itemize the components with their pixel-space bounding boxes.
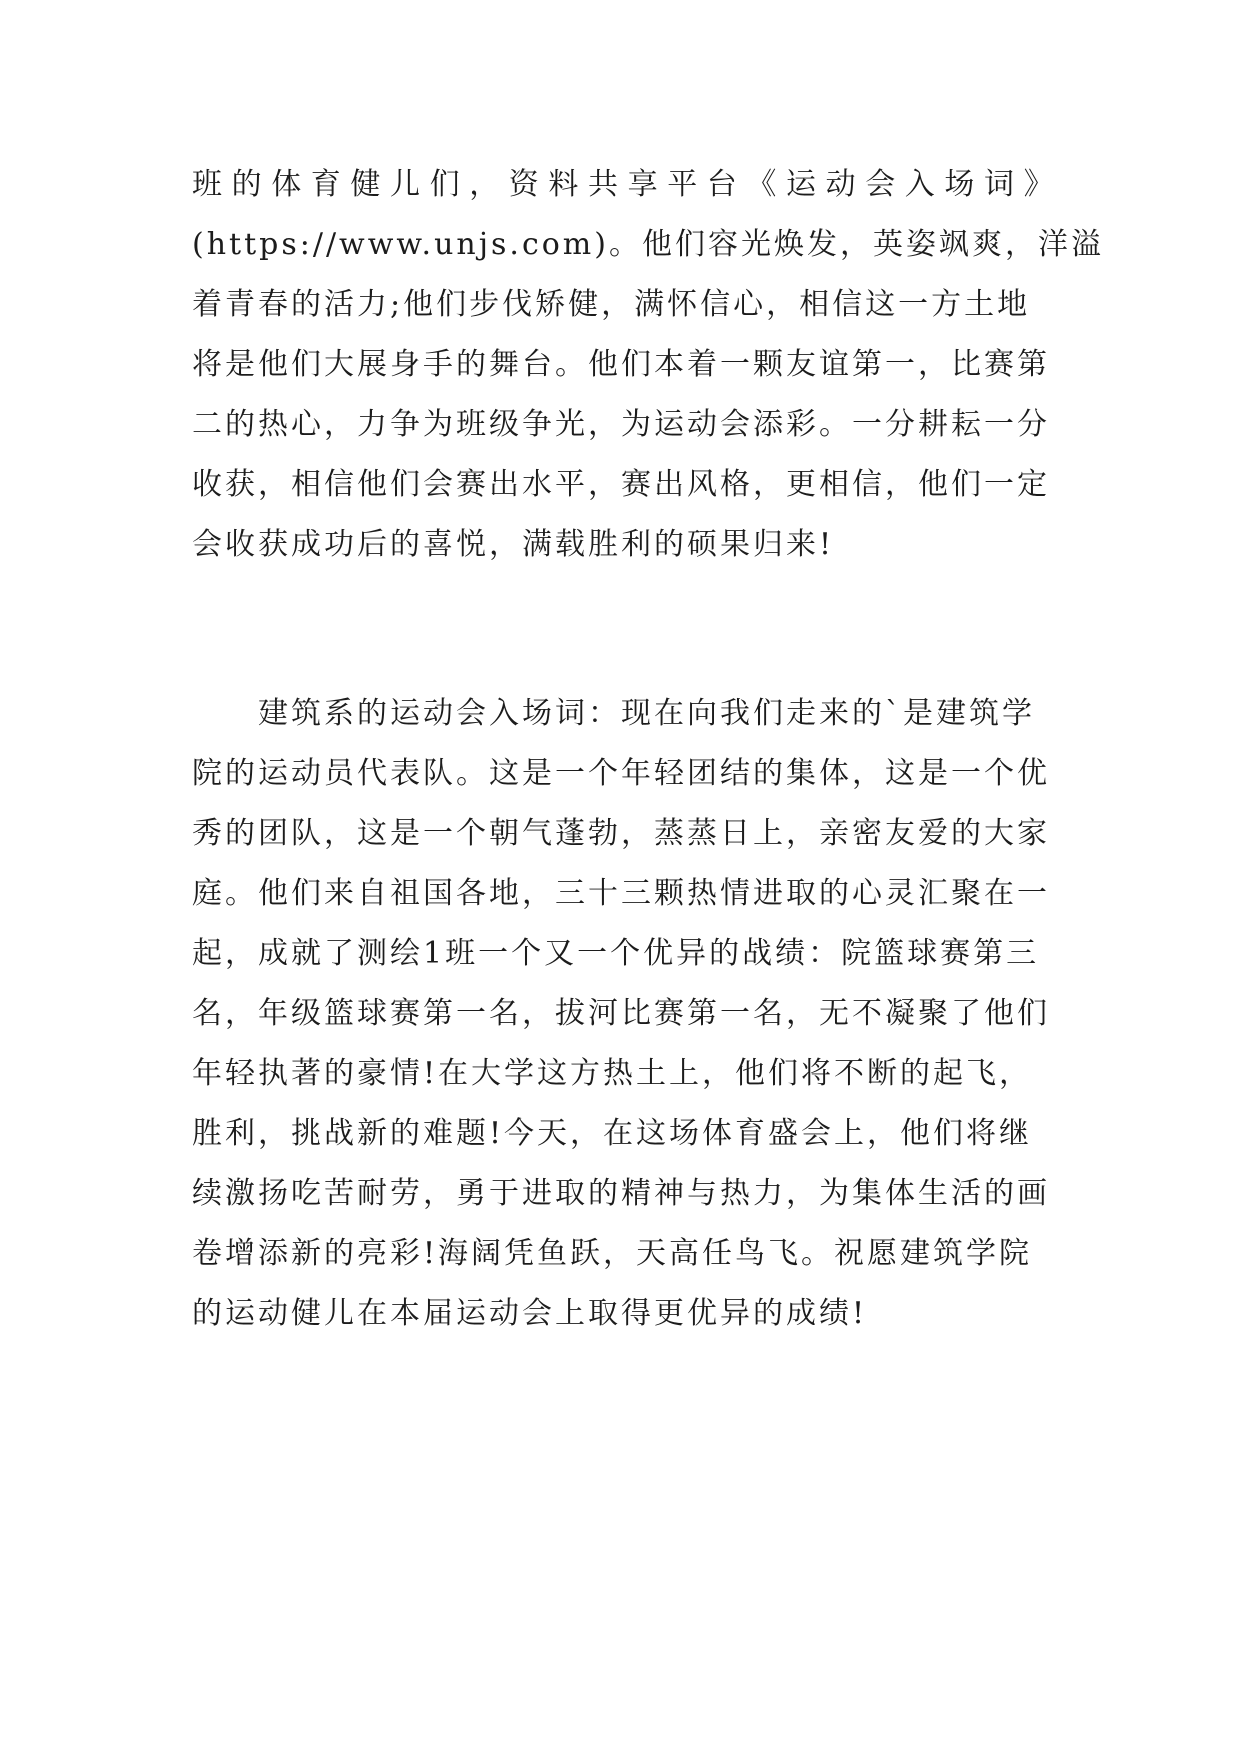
text-line: 着青春的活力;他们步伐矫健，满怀信心，相信这一方土地 <box>192 287 1031 322</box>
text-line: 院的运动员代表队。这是一个年轻团结的集体，这是一个优 <box>192 756 1050 791</box>
text-line: 将是他们大展身手的舞台。他们本着一颗友谊第一，比赛第 <box>192 347 1050 382</box>
text-line: 起，成就了测绘1班一个又一个优异的战绩：院篮球赛第三 <box>192 936 1040 971</box>
text-line: 二的热心，力争为班级争光，为运动会添彩。一分耕耘一分 <box>192 407 1050 442</box>
text-line: (https://www.unjs.com)。他们容光焕发，英姿飒爽，洋溢 <box>192 227 1104 262</box>
text-line: 建筑系的运动会入场词：现在向我们走来的`是建筑学 <box>258 696 1035 731</box>
paragraph-architecture-dept-intro <box>192 684 1060 1344</box>
text-line: 名，年级篮球赛第一名，拔河比赛第一名，无不凝聚了他们 <box>192 996 1050 1031</box>
text-line: 班的体育健儿们，资料共享平台《运动会入场词》 <box>192 167 1064 202</box>
text-line: 秀的团队，这是一个朝气蓬勃，蒸蒸日上，亲密友爱的大家 <box>192 816 1050 851</box>
text-line: 收获，相信他们会赛出水平，赛出风格，更相信，他们一定 <box>192 467 1050 502</box>
text-line: 的运动健儿在本届运动会上取得更优异的成绩! <box>192 1296 868 1331</box>
text-line: 胜利，挑战新的难题!今天，在这场体育盛会上，他们将继 <box>192 1116 1033 1151</box>
text-line: 年轻执著的豪情!在大学这方热土上，他们将不断的起飞， <box>192 1056 1033 1091</box>
text-line: 会收获成功后的喜悦，满载胜利的硕果归来! <box>192 527 835 562</box>
text-line: 庭。他们来自祖国各地，三十三颗热情进取的心灵汇聚在一 <box>192 876 1050 911</box>
paragraph-sports-team-intro <box>192 155 1104 575</box>
text-line: 续激扬吃苦耐劳，勇于进取的精神与热力，为集体生活的画 <box>192 1176 1050 1211</box>
text-line: 卷增添新的亮彩!海阔凭鱼跃，天高任鸟飞。祝愿建筑学院 <box>192 1236 1033 1271</box>
